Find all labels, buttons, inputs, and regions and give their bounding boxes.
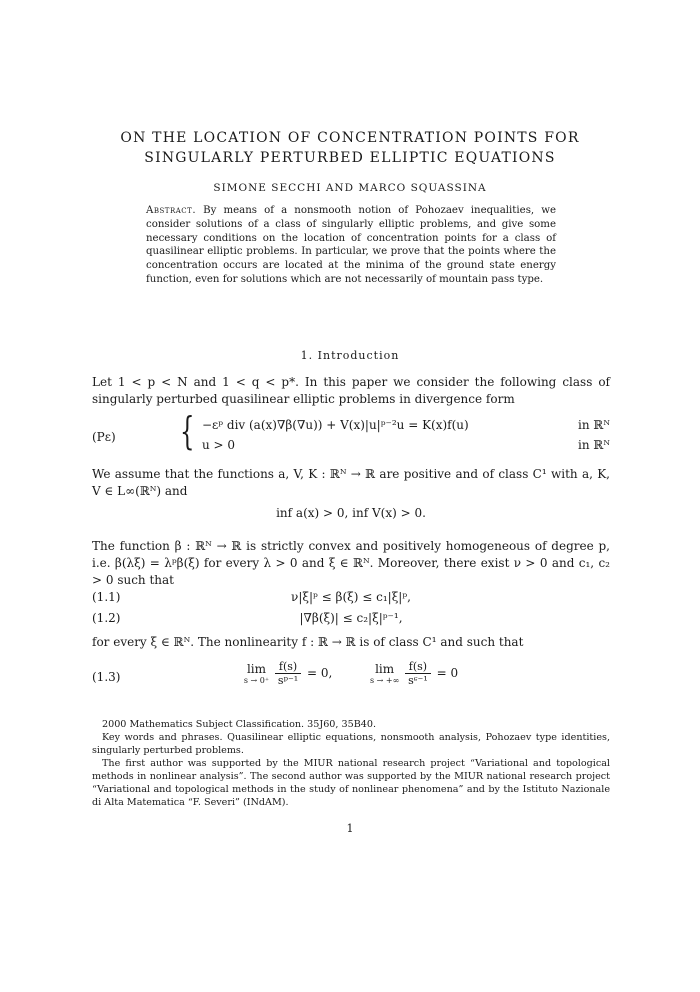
fraction-2-denominator: sᶝ⁻¹ [408,674,428,687]
equation-1-2 [92,611,610,631]
paper-title [80,128,620,168]
limit-1-subscript: s → 0⁺ [243,675,270,685]
footnote-keywords: Key words and phrases. Quasilinear elliptic equations, nonsmooth analysis, Pohozaev type identities, singularly perturbed problems. [92,732,610,756]
fraction-1-numerator: f(s) [275,660,301,674]
intro-paragraph-2: We assume that the functions a, V, K : ℝᴺ → ℝ are positive and of class C¹ with a, K, V ∈ L∞(ℝᴺ) and [92,467,610,498]
limit-2-word: lim [375,661,395,676]
limit-2 [370,663,399,685]
inf-equation [92,506,610,526]
limit-2-subscript: s → +∞ [370,675,400,685]
title-line-2: SINGULARLY PERTURBED ELLIPTIC EQUATIONS [144,150,556,166]
intro-paragraph-4: for every ξ ∈ ℝᴺ. The nonlinearity f : ℝ → ℝ is of class C¹ and such that [92,635,524,649]
equation-1-1 [92,590,610,610]
page-number: 1 [346,822,354,835]
brace-symbol: { [180,409,195,453]
section-heading: 1. Introduction [300,349,400,362]
inf-expression: inf a(x) > 0, inf V(x) > 0. [276,506,426,520]
footnotes [92,718,610,809]
abstract [146,204,556,287]
equation-line-1-domain: in ℝᴺ [578,418,610,432]
limit-2-value: = 0 [436,666,459,680]
equation-line-2-domain: in ℝᴺ [578,438,610,452]
limit-1 [244,663,269,685]
title-line-1: ON THE LOCATION OF CONCENTRATION POINTS FOR [120,130,580,146]
abstract-text: By means of a nonsmooth notion of Pohozaev inequalities, we consider solutions of a class of singularly elliptic problems, and give some necessary conditions on the location of concentration points for a class of quasilinear elliptic problems. In particular, we prove that the points where the concentration occurs are located at the minima of the ground state energy function, even for solutions which are not necessarily of mountain pass type. [146,205,556,285]
equation-1-3-label: (1.3) [92,670,121,684]
limit-1-word: lim [246,661,267,676]
fraction-2-numerator: f(s) [405,660,431,674]
equation-1-2-body: |∇β(ξ)| ≤ c₂|ξ|ᵖ⁻¹, [299,611,403,625]
fraction-2 [405,660,431,687]
equation-1-3-body [92,660,610,687]
equation-line-2: u > 0 [202,438,236,452]
fraction-1 [275,660,301,687]
equation-system [92,409,610,458]
intro-paragraph-1: Let 1 < p < N and 1 < q < p*. In this paper we consider the following class of singularly perturbed quasilinear elliptic problems in divergence form [92,375,610,406]
abstract-label: Abstract. [146,205,197,216]
footnote-funding: The first author was supported by the MIUR national research project “Variational and topological methods in nonlinear analysis”. The second author was supported by the MIUR national research project “Variational and topological methods in the study of nonlinear phenomena” and by the Istituto Nazionale di Alta Matematica “F. Severi” (INdAM). [92,758,610,808]
equation-1-1-body: ν|ξ|ᵖ ≤ β(ξ) ≤ c₁|ξ|ᵖ, [291,590,411,604]
equation-1-3 [92,660,610,694]
equation-1-1-label: (1.1) [92,590,121,604]
fraction-1-denominator: sᵖ⁻¹ [277,674,299,687]
limit-1-value: = 0, [307,666,333,680]
equation-label: (Pε) [92,430,116,444]
authors: SIMONE SECCHI AND MARCO SQUASSINA [213,182,487,194]
footnote-msc: 2000 Mathematics Subject Classification. 35J60, 35B40. [102,719,377,730]
intro-paragraph-3: The function β : ℝᴺ → ℝ is strictly convex and positively homogeneous of degree p, i.e. β(λξ) = λᵖβ(ξ) for every λ > 0 and ξ ∈ ℝᴺ. Moreover, there exist ν > 0 and c₁, c₂ > 0 such that [92,539,610,587]
equation-line-1: −εᵖ div (a(x)∇β(∇u)) + V(x)|u|ᵖ⁻²u = K(x)f(u) [202,418,469,432]
equation-1-2-label: (1.2) [92,611,121,625]
